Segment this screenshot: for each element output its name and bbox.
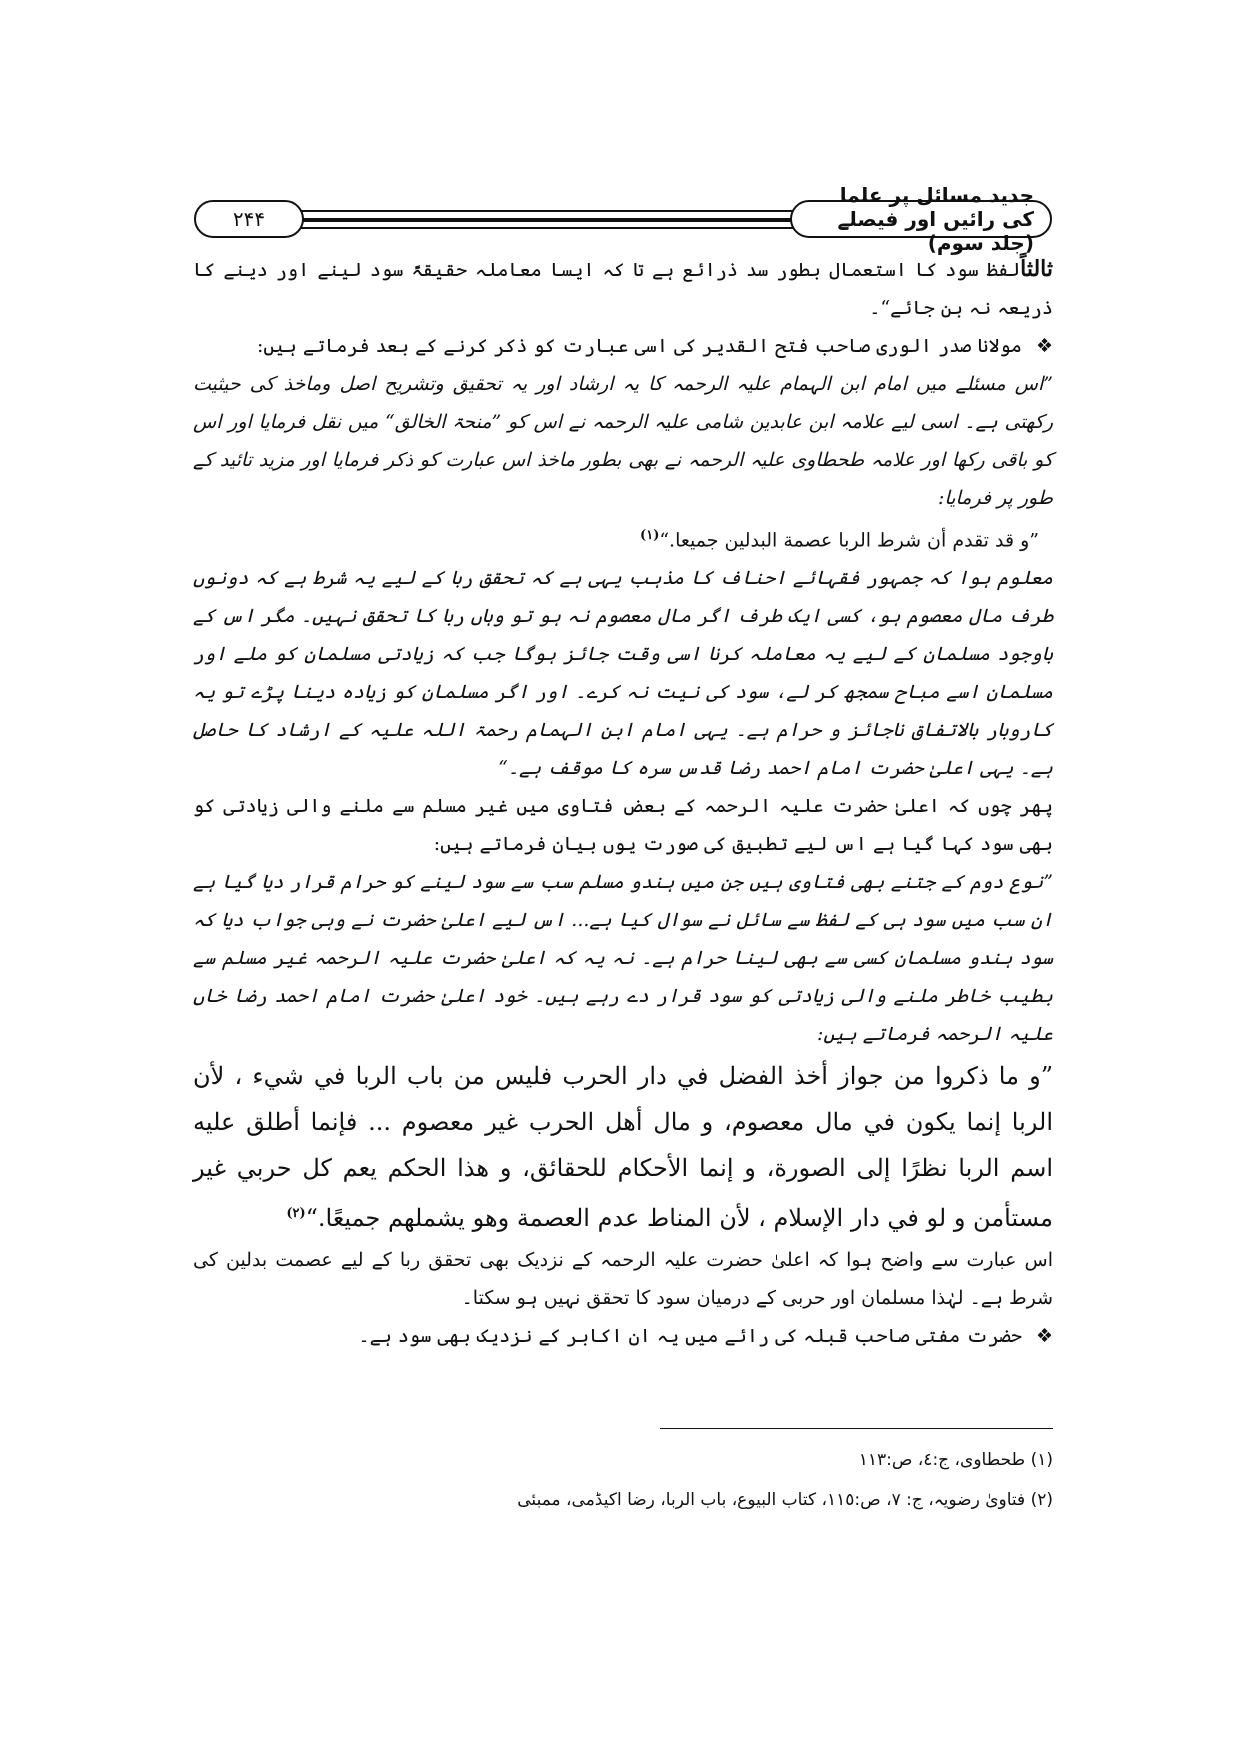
- paragraph-text: معلوم ہوا کہ جمہور فقہائے احناف کا مذہب یہی ہے کہ تحقق ربا کے لیے یہ شرط ہے کہ دونوں طرف مال معصوم ہو، کسی ایک طرف اگر مال معصوم نہ ہو تو وہاں ربا کا تحقق نہیں۔ مگر اس کے باوجود مسلمان کے لیے یہ معاملہ کرنا اسی وقت جائز ہوگا جب کہ زیادتی مسلمان کو ملے اور مسلمان اسے مباح سمجھ کر لے، سود کی نیت نہ کرے۔ اور اگر مسلمان کو زیادہ دینا پڑے تو یہ کاروبار بالاتفاق ناجائز و حرام ہے۔ یہی امام ابن الہمام رحمۃ اللہ علیہ کے ارشاد کا حاصل ہے۔ یہی اعلیٰ حضرت امام احمد رضا قدس سرہ کا موقف ہے۔“: [193, 567, 1053, 780]
- quotation: [193, 365, 1053, 517]
- paragraph-text: لفظ سود کا استعمال بطور سد ذرائع ہے تا کہ ایسا معاملہ حقیقۃً سود لینے اور دینے کا ذریعہ نہ بن جائے“۔: [193, 259, 1053, 319]
- paragraph: [193, 1241, 1053, 1317]
- paragraph: [193, 250, 1053, 327]
- book-title: جدید مسائل پر علما کی رائیں اور فیصلے (جلد سوم): [790, 200, 1052, 238]
- paragraph-text: ”و قد تقدم أن شرط الربا عصمة البدلين جميعا.“: [659, 529, 1039, 552]
- paragraph: [193, 559, 1053, 787]
- quotation: [193, 863, 1053, 1053]
- header-rule: [294, 227, 802, 229]
- main-text: [193, 250, 1053, 1355]
- page-number: ۲۴۴: [194, 200, 304, 238]
- footnote-separator: [660, 1428, 1053, 1429]
- footnote-ref: (۲): [286, 1206, 306, 1222]
- paragraph-text: ”نوع دوم کے جتنے بھی فتاوی ہیں جن میں ہندو مسلم سب سے سود لینے کو حرام قرار دیا گیا ہے ان سب میں سود ہی کے لفظ سے سائل نے سوال کیا ہے... اس لیے اعلیٰ حضرت نے وہی جواب دیا کہ سود ہندو مسلمان کسی سے بھی لینا حرام ہے۔ نہ یہ کہ اعلیٰ حضرت علیہ الرحمہ غیر مسلم سے بطیب خاطر ملنے والی زیادتی کو سود قرار دے رہے ہیں۔ خود اعلیٰ حضرت امام احمد رضا خاں علیہ الرحمہ فرماتے ہیں:: [193, 871, 1053, 1046]
- paragraph-text: پھر چوں کہ اعلیٰ حضرت علیہ الرحمہ کے بعض فتاوی میں غیر مسلم سے ملنے والی زیادتی کو بھی سود کہا گیا ہے اس لیے تطبیق کی صورت یوں بیان فرماتے ہیں:: [193, 795, 1053, 856]
- header-rule: [294, 218, 802, 222]
- footnotes: [193, 1440, 1053, 1520]
- paragraph-text: ”اس مسئلے میں امام ابن الہمام علیہ الرحمہ کا یہ ارشاد اور یہ تحقیق وتشریح اصل وماخذ کی حیثیت رکھتی ہے۔ اسی لیے علامہ ابن عابدین شامی علیہ الرحمہ نے اس کو ”منحۃ الخالق“ میں نقل فرمایا اور اس کو باقی رکھا اور علامہ طحطاوی علیہ الرحمہ نے بھی بطور ماخذ اس عبارت کو ذکر فرمایا اور مزید تائید کے طور پر فرمایا:: [193, 373, 1053, 509]
- header-rule: [294, 210, 802, 212]
- bullet-icon: ❖: [1035, 335, 1053, 357]
- paragraph-text: ”و ما ذكروا من جواز أخذ الفضل في دار الحرب فليس من باب الربا في شيء ، لأن الربا إنما يكون في مال معصوم، و مال أهل الحرب غير معصوم ... فإنما أطلق عليه اسم الربا نظرًا إلى الصورة، و إنما الأحكام للحقائق، و هذا الحكم يعم كل حربي غير مستأمن و لو في دار الإسلام ، لأن المناط عدم العصمة وهو يشملهم جميعًا.“: [193, 1062, 1053, 1233]
- bullet-icon: ❖: [1035, 1325, 1053, 1348]
- paragraph: [193, 327, 1053, 365]
- paragraph-text: اس عبارت سے واضح ہوا کہ اعلیٰ حضرت علیہ الرحمہ کے نزدیک بھی تحقق ربا کے لیے عصمت بدلین کی شرط ہے۔ لہٰذا مسلمان اور حربی کے درمیان سود کا تحقق نہیں ہو سکتا۔: [193, 1249, 1053, 1310]
- paragraph-text: حضرت مفتی صاحب قبلہ کی رائے میں یہ ان اکابر کے نزدیک بھی سود ہے۔: [358, 1325, 1022, 1348]
- arabic-quote: [193, 1053, 1053, 1241]
- paragraph: [193, 787, 1053, 863]
- paragraph: [193, 1317, 1053, 1355]
- arabic-quote: [193, 517, 1053, 559]
- footnote: (۱) طحطاوی، ج:٤، ص:١١٣: [858, 1450, 1053, 1470]
- footnote-ref: (۱): [640, 528, 660, 543]
- footnote: (۲) فتاویٰ رضویہ، ج: ۷، ص:١١٥، کتاب البیوع، باب الربا، رضا اکیڈمی، ممبئی: [517, 1490, 1053, 1510]
- lead-word: ثالثاً: [1020, 256, 1053, 282]
- running-header: [194, 183, 1052, 255]
- paragraph-text: مولانا صدر الوری صاحب فتح القدیر کی اسی عبارت کو ذکر کرنے کے بعد فرماتے ہیں:: [256, 335, 1022, 357]
